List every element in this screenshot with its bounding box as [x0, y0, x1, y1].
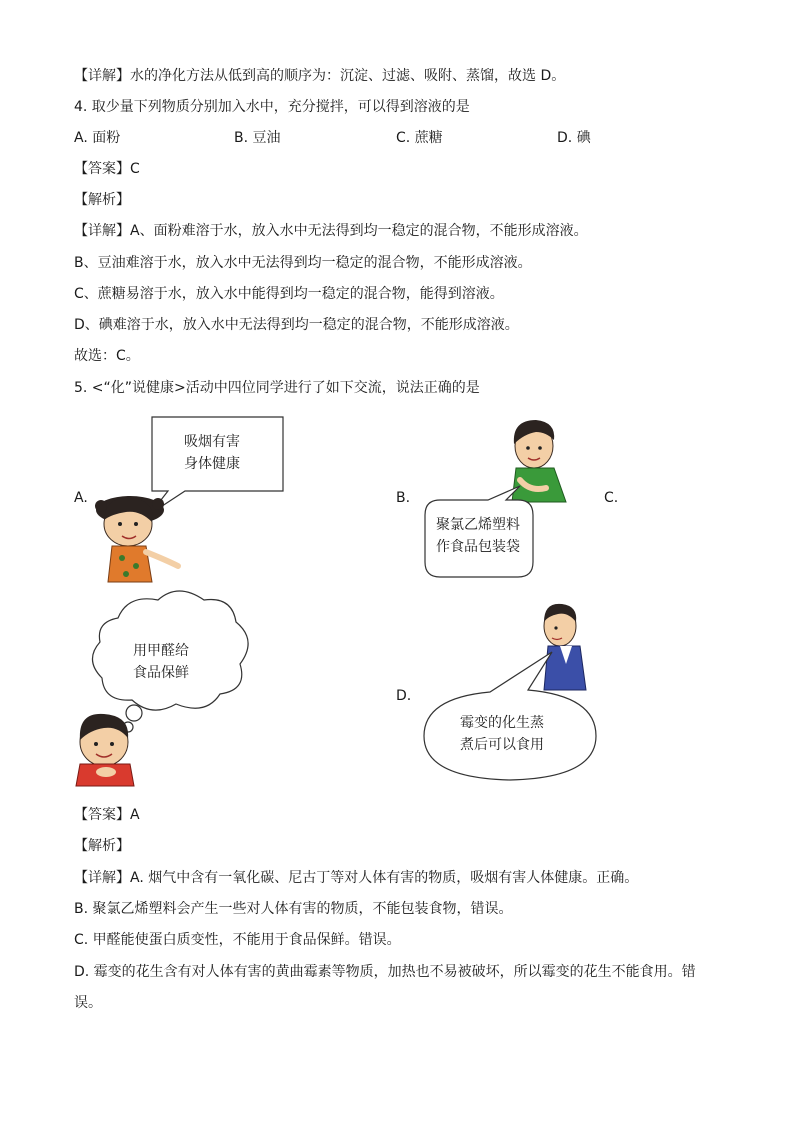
q4-detail-line: B、豆油难溶于水，放入水中无法得到均一稳定的混合物，不能形成溶液。	[74, 255, 532, 271]
q5-label-a: A.	[74, 490, 88, 506]
q5-analysis-heading: 【解析】	[74, 838, 130, 854]
man-figure-d	[544, 604, 586, 690]
girl-figure-a	[95, 496, 178, 582]
option-text: 豆油	[252, 130, 281, 146]
q5-label-d: D.	[396, 688, 412, 704]
q5-detail-line: B. 聚氯乙烯塑料会产生一些对人体有害的物质，不能包装食物，错误。	[74, 901, 513, 917]
bubble-d-text: 霉变的化生蒸 煮后可以食用	[460, 715, 544, 753]
q3-detail: 【详解】水的净化方法从低到高的顺序为：沉淀、过滤、吸附、蒸馏，故选 D。	[74, 68, 566, 84]
bubble-a-text: 吸烟有害 身体健康	[184, 434, 240, 472]
q5-detail-line: 【详解】A. 烟气中含有一氧化碳、尼古丁等对人体有害的物质，吸烟有害人体健康。正确。	[74, 870, 639, 886]
option-text: 面粉	[92, 130, 121, 146]
option-text: 蔗糖	[414, 130, 443, 146]
q5-stem: 5. <“化”说健康>活动中四位同学进行了如下交流，说法正确的是	[74, 380, 480, 396]
option-letter: C.	[396, 130, 411, 146]
option-text: 碘	[576, 130, 591, 146]
option-letter: A.	[74, 130, 88, 146]
q5-detail-line: 误。	[74, 995, 102, 1011]
option-letter: B.	[234, 130, 249, 146]
bubble-c-text: 用甲醛给 食品保鲜	[133, 643, 189, 681]
boy-figure-c	[76, 714, 134, 786]
q5-label-b: B.	[396, 490, 411, 506]
q4-detail-line: 【详解】A、面粉难溶于水，放入水中无法得到均一稳定的混合物，不能形成溶液。	[74, 223, 588, 239]
q4-detail-line: C、蔗糖易溶于水，放入水中能得到均一稳定的混合物，能得到溶液。	[74, 286, 504, 302]
q4-detail-line: D、碘难溶于水，放入水中无法得到均一稳定的混合物，不能形成溶液。	[74, 317, 519, 333]
boy-figure-b	[512, 420, 566, 502]
bubble-b-text: 聚氯乙烯塑料 作食品包装袋	[436, 517, 520, 555]
q5-label-c: C.	[604, 490, 619, 506]
option-letter: D.	[557, 130, 573, 146]
q5-detail-line: D. 霉变的花生含有对人体有害的黄曲霉素等物质，加热也不易被破坏，所以霉变的花生不能食用。错	[74, 964, 696, 980]
q4-analysis-heading: 【解析】	[74, 192, 130, 208]
q5-detail-line: C. 甲醛能使蛋白质变性，不能用于食品保鲜。错误。	[74, 932, 401, 948]
q4-stem: 4. 取少量下列物质分别加入水中，充分搅拌，可以得到溶液的是	[74, 99, 470, 115]
q4-detail-line: 故选：C。	[74, 348, 140, 364]
q4-answer: 【答案】C	[74, 161, 140, 177]
q5-answer: 【答案】A	[74, 807, 140, 823]
